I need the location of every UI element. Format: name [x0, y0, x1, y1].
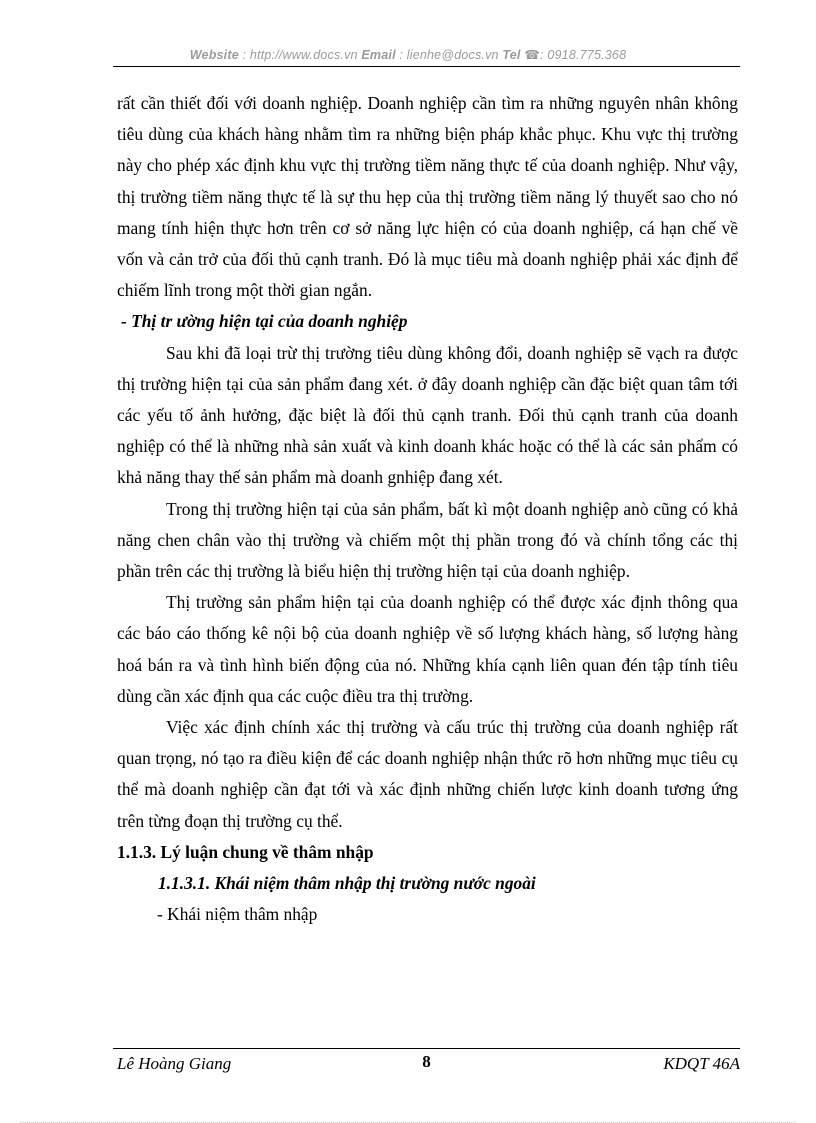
- tel-label: Tel: [502, 48, 521, 62]
- page-header: [0, 47, 816, 62]
- page-number: 8: [422, 1052, 431, 1071]
- header-divider: [113, 66, 740, 67]
- footer-divider: [113, 1048, 740, 1049]
- website-url: : http://www.docs.vn: [238, 48, 362, 62]
- subheading-current-market: - Thị tr ường hiện tại của doanh nghiệp: [121, 311, 408, 332]
- footer-class-code: KDQT 46A: [663, 1054, 740, 1073]
- page-footer: [113, 1052, 740, 1078]
- list-item: - Khái niệm thâm nhập: [157, 904, 318, 925]
- paragraph-2: Sau khi đã loại trừ thị trường tiêu dùng không đổi, doanh nghiệp sẽ vạch ra được thị trường hiện tại của sản phẩm đang xét. ở đây doanh nghiệp cần đặc biệt quan tâm tới các yếu tố ảnh hưởng, đặc biệt là đối thủ cạnh tranh. Đối thủ cạnh tranh của doanh nghiệp có thể là những nhà sản xuất và kinh doanh khác hoặc có thể là các sản phẩm có khả năng thay thế sản phẩm mà doanh gnhiệp đang xét.: [117, 342, 738, 488]
- website-label: Website: [189, 48, 239, 62]
- tel-number: ☎: 0918.775.368: [520, 48, 627, 62]
- footer-author: Lê Hoàng Giang: [117, 1054, 232, 1073]
- section-heading: 1.1.3. Lý luận chung về thâm nhập: [117, 841, 374, 862]
- email-label: Email: [361, 48, 396, 62]
- document-body: [117, 88, 738, 930]
- subsection-heading: 1.1.3.1. Khái niệm thâm nhập thị trường nước ngoài: [158, 873, 536, 894]
- paragraph-4: Thị trường sản phẩm hiện tại của doanh nghiệp có thể được xác định thông qua các báo cáo thống kê nội bộ của doanh nghiệp về số lượng khách hàng, số lượng hàng hoá bán ra và tình hình biến động của nó. Những khía cạnh liên quan đén tập tính tiêu dùng cần xác định qua các cuộc điều tra thị trường.: [117, 592, 738, 706]
- paragraph-3: Trong thị trường hiện tại của sản phẩm, bất kì một doanh nghiệp anò cũng có khả năng chen chân vào thị trường và chiếm một thị phần trong đó và chính tổng các thị phần trên các thị trường là biểu hiện thị trường hiện tại của doanh nghiệp.: [117, 498, 738, 582]
- paragraph-5: Việc xác định chính xác thị trường và cấu trúc thị trường của doanh nghiệp rất quan trọng, nó tạo ra điều kiện để các doanh nghiệp nhận thức rõ hơn những mục tiêu cụ thể mà doanh nghiệp cần đạt tới và xác định những chiến lược kinh doanh tương ứng trên từng đoạn thị trường cụ thể.: [117, 717, 738, 831]
- email-address: : lienhe@docs.vn: [395, 48, 503, 62]
- paragraph-1: rất cần thiết đối với doanh nghiệp. Doanh nghiệp cần tìm ra những nguyên nhân không tiêu dùng của khách hàng nhằm tìm ra những biện pháp khắc phục. Khu vực thị trường này cho phép xác định khu vực thị trường tiềm năng thực tế của doanh nghiệp. Như vậy, thị trường tiềm năng thực tế là sự thu hẹp của thị trường tiềm năng lý thuyết sao cho nó mang tính hiện thực hơn trên cơ sở năng lực hiện có của doanh nghiệp, cá hạn chế về vốn và cản trở của đối thủ cạnh tranh. Đó là mục tiêu mà doanh nghiệp phải xác định để chiếm lĩnh trong một thời gian ngắn.: [117, 93, 738, 301]
